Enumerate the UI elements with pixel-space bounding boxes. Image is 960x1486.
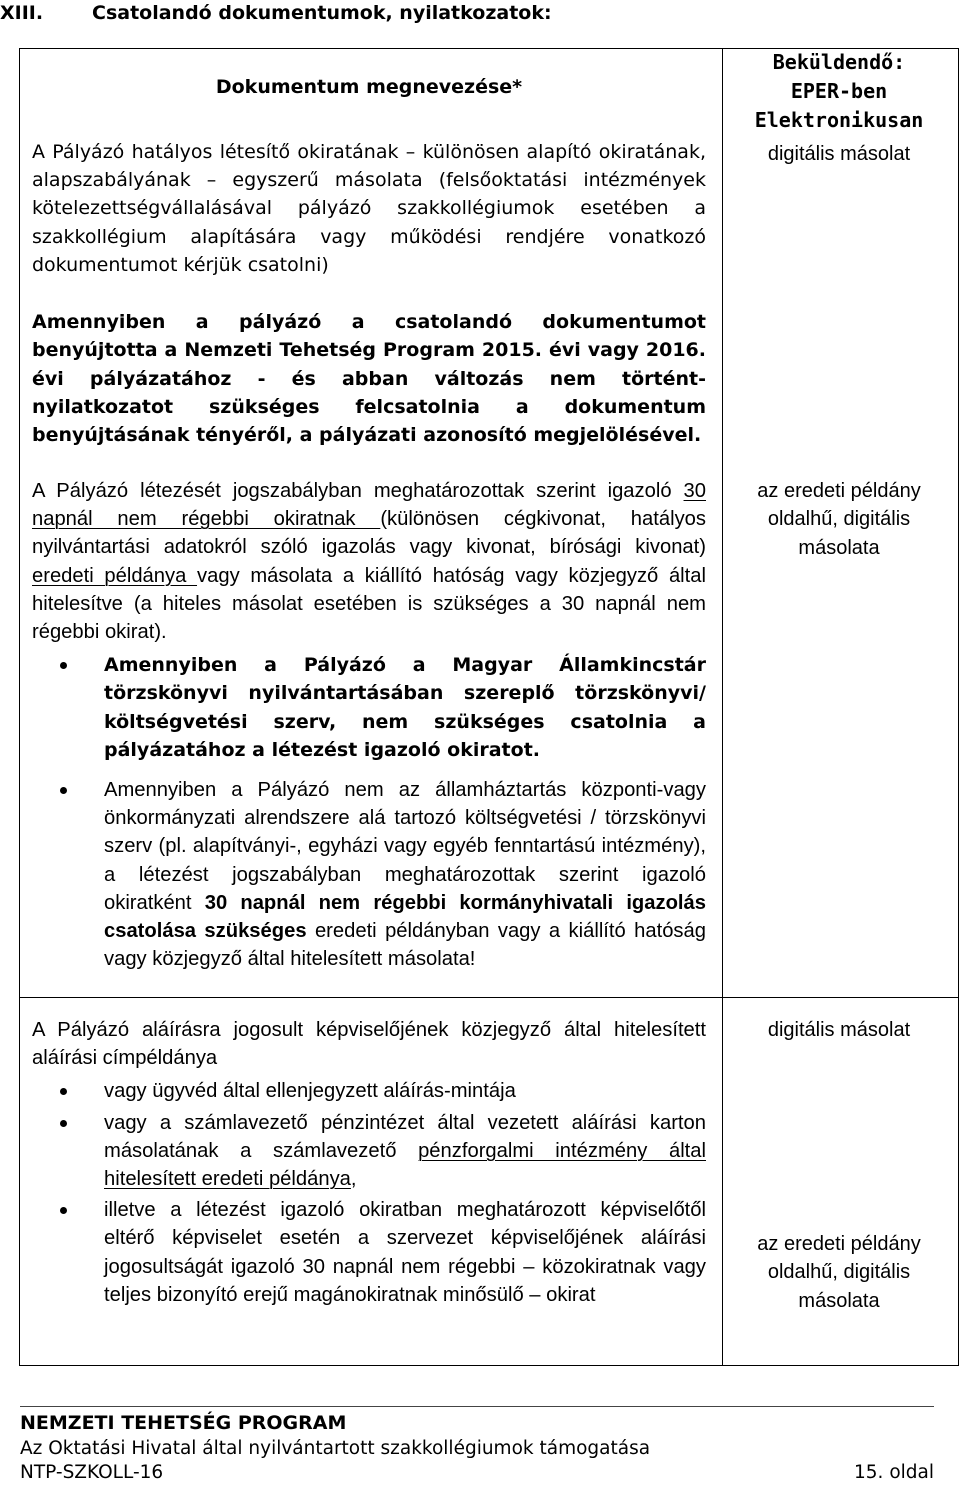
row-divider	[20, 997, 958, 998]
section-title: Csatolandó dokumentumok, nyilatkozatok:	[92, 2, 552, 24]
row-existence-proof	[32, 477, 706, 973]
signature-bullet-list	[32, 1077, 706, 1309]
text-part: eredeti példányban vagy a kiállító hatóság vagy közjegyző által hitelesített másolata!	[104, 920, 706, 971]
existence-proof-text	[32, 477, 706, 646]
page-number: 15. oldal	[854, 1462, 934, 1483]
send-channel: EPER-ben	[790, 79, 888, 103]
row-signature-specimen	[32, 1016, 706, 1309]
bullet-text: Amennyiben a Pályázó a Magyar Államkincstár törzskönyvi nyilvántartásában szereplő törzskönyvi/ költségvetési szerv, nem szükséges csatolnia a pályázatához a létezést igazoló okiratot.	[104, 654, 706, 761]
list-item	[32, 1196, 706, 1309]
column-header-send	[736, 48, 942, 135]
bullet-icon	[60, 1207, 67, 1214]
column-divider	[722, 49, 723, 1365]
bullet-text: vagy ügyvéd által ellenjegyzett aláírás-mintája	[104, 1080, 516, 1103]
founding-document-text: A Pályázó hatályos létesítő okiratának – különösen alapító okiratának, alapszabályának – egyszerű másolata (felsőoktatási intézmények kötelezettségvállalásával pályázó szakkollégiumok esetében a szakkollégium alapítására vagy működési rendjére vonatkozó dokumentumot kérjük csatolni)	[32, 141, 706, 276]
bullet-icon	[60, 1088, 67, 1095]
signature-alternative-send: az eredeti példány oldalhű, digitális másolata	[757, 1233, 921, 1312]
founding-note-text: Amennyiben a pályázó a csatolandó dokumentumot benyújtotta a Nemzeti Tehetség Program 2015. évi vagy 2016. évi pályázatához - és abban változás nem történt- nyilatkozatot szükséges felcsatolnia a dokumentum benyújtásának tényéről, a pályázati azonosító megjelölésével.	[32, 311, 706, 447]
footer-divider	[20, 1406, 934, 1407]
footer-subtitle: Az Oktatási Hivatal által nyilvántartott szakkollégiumok támogatása	[20, 1438, 651, 1459]
text-part: vagy a számlavezető pénzintézet által vezetett aláírási karton másolatának a számlavezető	[104, 1111, 706, 1162]
founding-document-send: digitális másolat	[767, 143, 911, 165]
list-item	[32, 1077, 706, 1105]
text-part: Amennyiben a Pályázó nem az államháztartás központi-vagy önkormányzati alrendszere alá tartozó költségvetési / törzskönyvi szerv (pl. alapítványi-, egyházi vagy egyéb fenntartású intézmény), a létezést jogszabályban meghatározottak szerint igazoló okiratként	[104, 779, 706, 914]
column-header-document: Dokumentum megnevezése*	[215, 76, 523, 98]
text-part: vagy másolata a kiállító hatóság vagy közjegyző által hitelesítve (a hiteles másolat esetében is szükséges a 30 napnál nem régebbi okirat).	[32, 564, 706, 644]
bullet-icon	[60, 1120, 67, 1127]
row-founding-document	[32, 138, 706, 279]
footer-code: NTP-SZKOLL-16	[20, 1462, 164, 1483]
list-item	[32, 651, 706, 764]
list-item	[32, 776, 706, 973]
underlined-part: pénzforgalmi intézmény által hitelesített eredeti példánya	[104, 1139, 706, 1191]
footer-program: NEMZETI TEHETSÉG PROGRAM	[20, 1412, 347, 1434]
row-founding-note	[32, 308, 706, 449]
bullet-icon	[60, 662, 67, 669]
bullet-text	[104, 1109, 706, 1194]
existence-bullet-list	[32, 651, 706, 973]
text-part: (különösen cégkivonat, hatályos nyilvántartási adatokról szóló igazolás vagy kivonat, bírósági kivonat)	[32, 508, 706, 559]
underlined-part: 30 napnál nem régebbi okiratnak	[32, 480, 706, 531]
bold-part: 30 napnál nem régebbi kormányhivatali igazolás csatolása szükséges	[104, 891, 706, 943]
send-label: Beküldendő:	[772, 50, 906, 74]
signature-specimen-text: A Pályázó aláírásra jogosult képviselőjének közjegyző által hitelesített aláírási címpéldánya	[32, 1019, 706, 1070]
list-item	[32, 1109, 706, 1194]
section-heading	[0, 0, 960, 28]
documents-table	[19, 48, 959, 1366]
section-number: XIII.	[0, 2, 44, 24]
footer-meta	[20, 1460, 934, 1486]
signature-specimen-send: digitális másolat	[767, 1019, 911, 1041]
bullet-text: illetve a létezést igazoló okiratban meghatározott képviselőtől eltérő képviselet esetén a szervezet képviselőjének aláírási jogosultságát igazoló 30 napnál nem régebbi – közokiratnak vagy teljes bizonyító erejű magánokiratnak minősülő – okirat	[104, 1199, 706, 1306]
text-part: ,	[350, 1168, 357, 1191]
send-mode: Elektronikusan	[754, 108, 924, 132]
bullet-icon	[60, 787, 67, 794]
underlined-part: eredeti példánya	[32, 564, 198, 587]
text-part: A Pályázó létezését jogszabályban meghatározottak szerint igazoló	[32, 480, 684, 502]
existence-proof-send: az eredeti példány oldalhű, digitális másolata	[757, 480, 921, 559]
bullet-text	[104, 776, 706, 973]
